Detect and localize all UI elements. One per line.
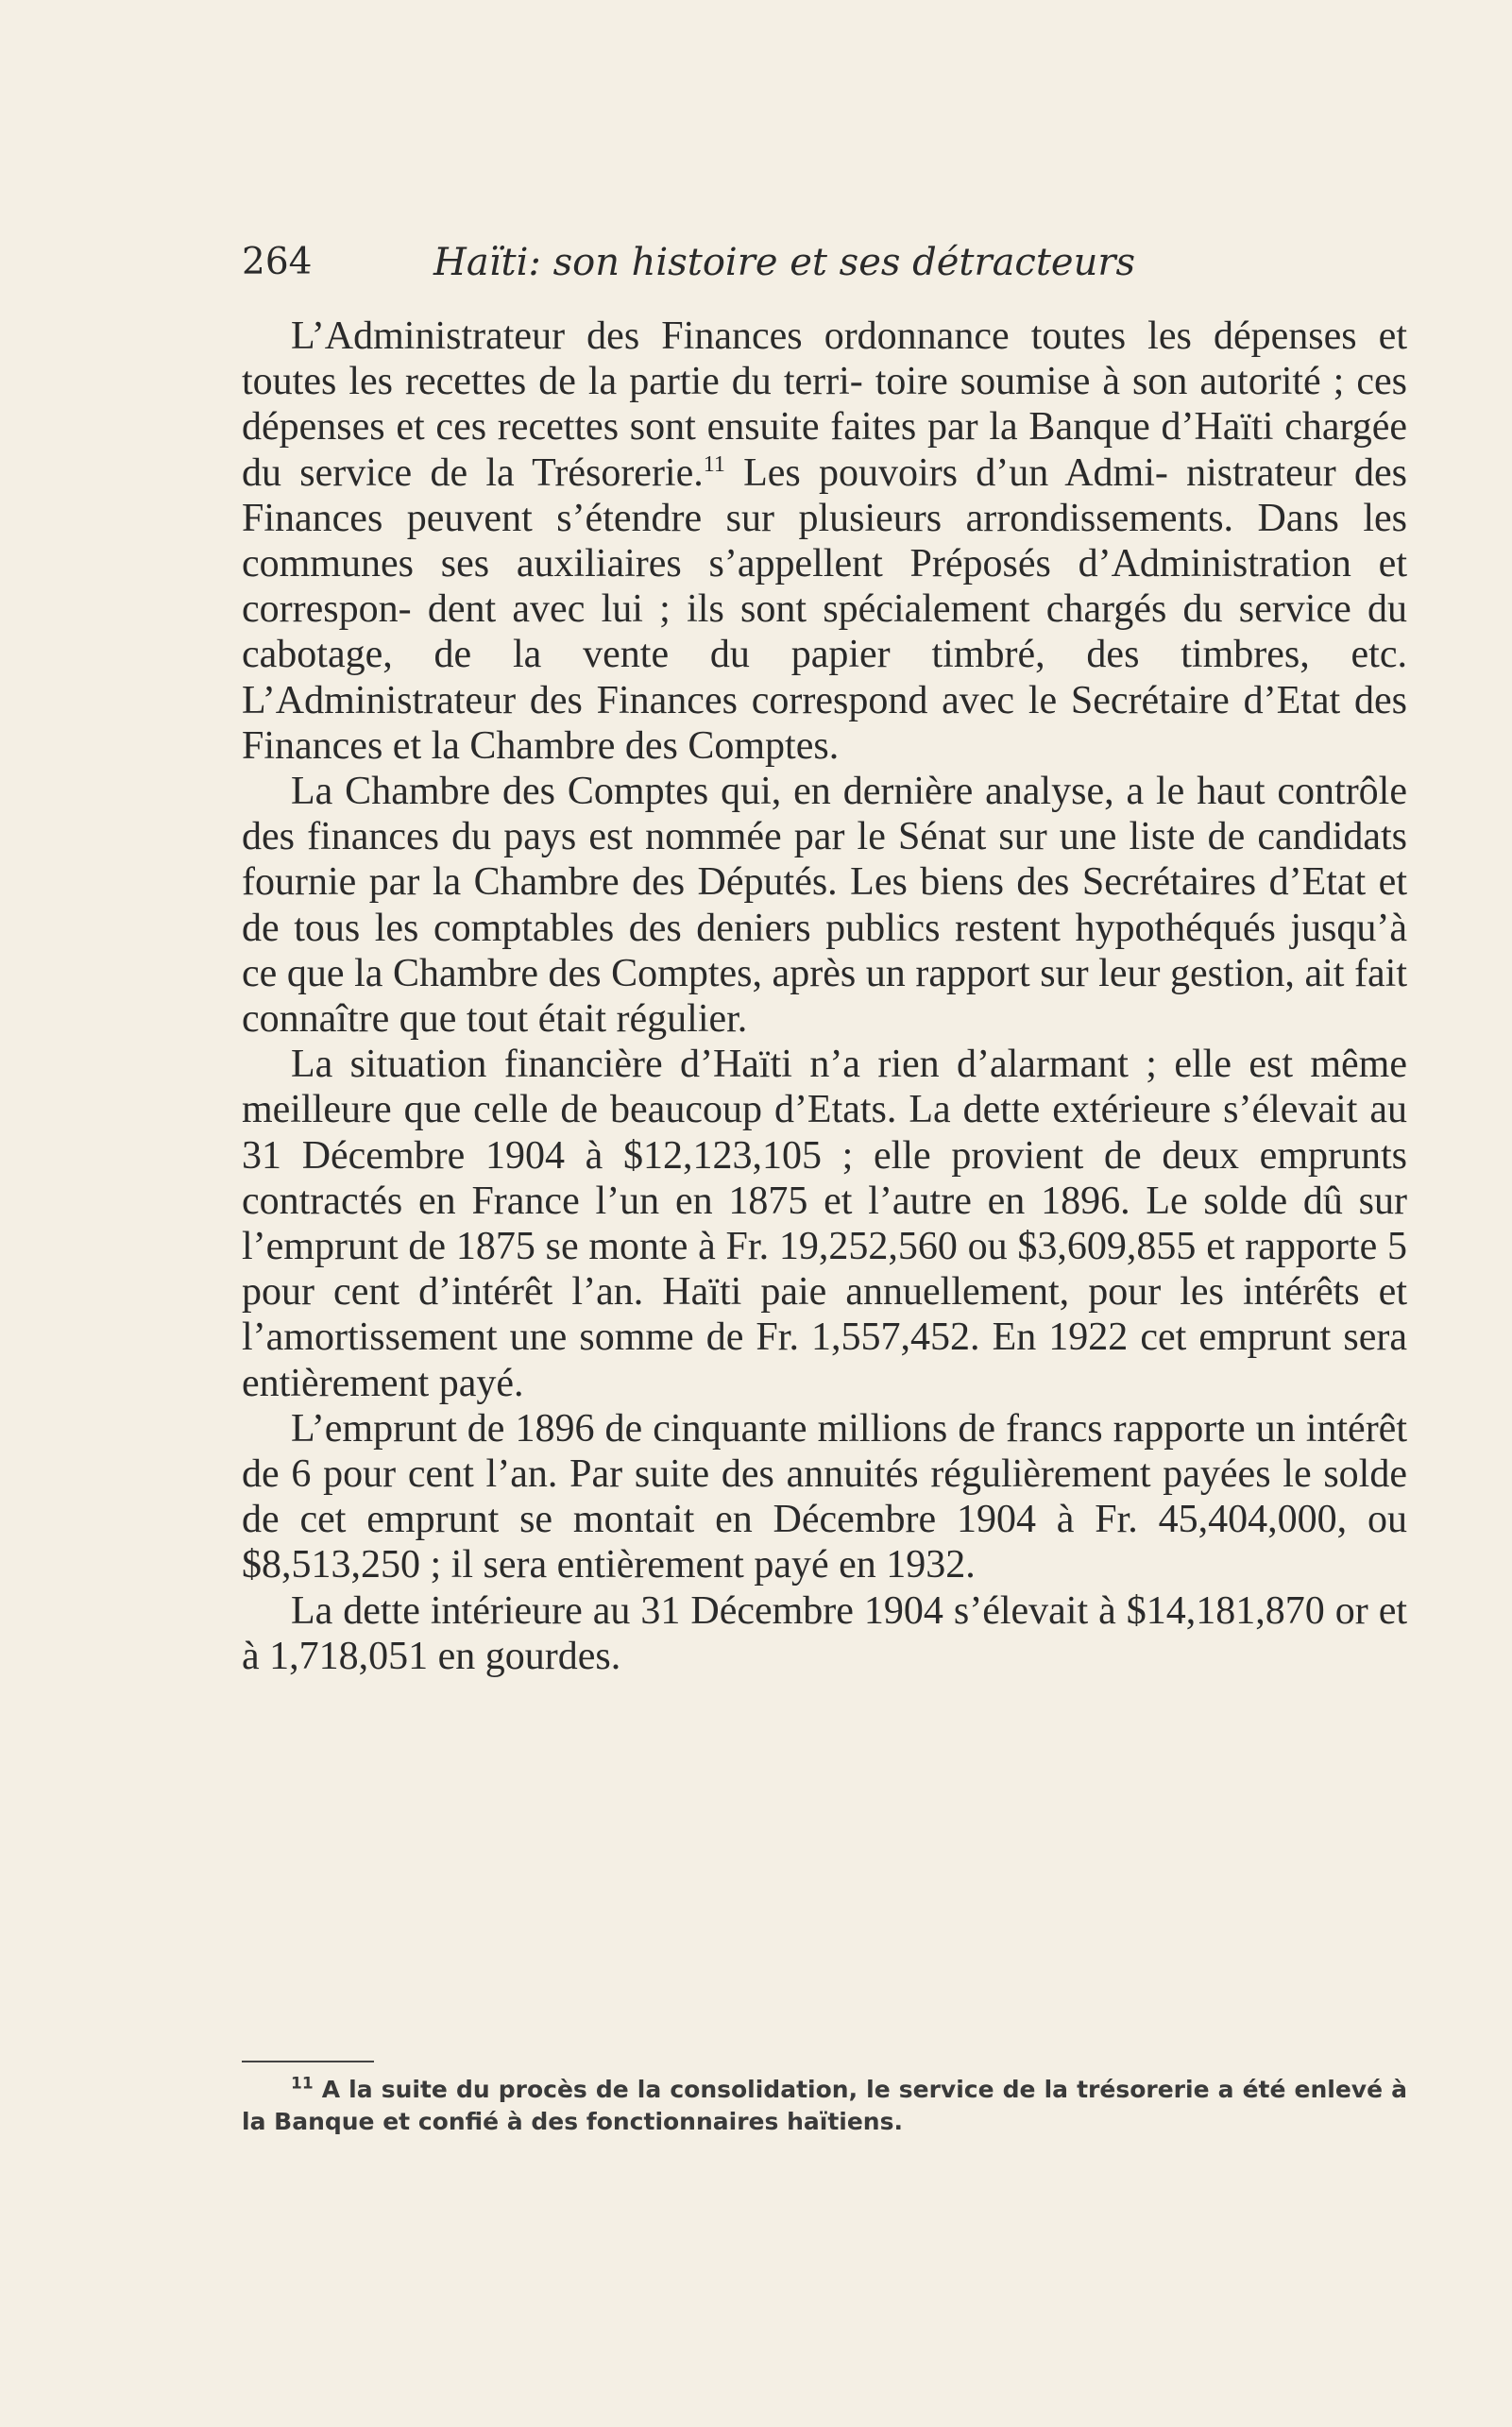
footnote-paragraph bbox=[242, 2074, 1407, 2138]
paragraph-3: La situation financière d’Haïti n’a rien d’alarmant ; elle est même meilleure que celle de beaucoup d’Etats. La dette extérieure s’élevait au 31 Décembre 1904 à $12,123,105 ; elle provient de deux emprunts contractés en France l’un en 1875 et l’autre en 1896. Le solde dû sur l’emprunt de 1875 se monte à Fr. 19,252,560 ou $3,609,855 et rapporte 5 pour cent d’intérêt l’an. Haïti paie annuellement, pour les intérêts et l’amortissement une somme de Fr. 1,557,452. En 1922 cet emprunt sera entièrement payé. bbox=[242, 1043, 1407, 1405]
paragraph-5: La dette intérieure au 31 Décembre 1904 s’élevait à $14,181,870 or et à 1,718,051 en gourdes. bbox=[242, 1588, 1407, 1678]
page-header bbox=[242, 234, 1407, 291]
paragraph-1 bbox=[242, 314, 1407, 769]
paragraph-1-text-after: Les pouvoirs d’un Admi- nistrateur des Finances peuvent s’étendre sur plusieurs arrondissements. Dans les communes ses auxiliaires s’appellent Préposés d’Administration et correspon- dent avec lui ; ils sont spécialement chargés du service du cabotage, de la vente du papier timbré, des timbres, etc. L’Administrateur des Finances correspond avec le Secrétaire d’Etat des Finances et la Chambre des Comptes. bbox=[242, 450, 1407, 768]
footnote-divider bbox=[242, 2061, 374, 2062]
paragraph-4: L’emprunt de 1896 de cinquante millions de francs rapporte un intérêt de 6 pour cent l’an. Par suite des annuités régulièrement payées le solde de cet emprunt se montait en Décembre 1904 à Fr. 45,404,000, ou $8,513,250 ; il sera entièrement payé en 1932. bbox=[242, 1406, 1407, 1587]
footnote-marker: 11 bbox=[291, 2074, 314, 2094]
paragraph-1-text-before: L’Administrateur des Finances ordonnance toutes les dépenses et toutes les recettes de la partie du terri- toire soumise à son autorité ; ces dépenses et ces recettes sont ensuite faites par la Banque d’Haïti chargée du service de la Trésorerie. bbox=[242, 314, 1407, 495]
running-title: Haïti: son histoire et ses détracteurs bbox=[433, 241, 1135, 284]
footnote bbox=[242, 2074, 1407, 2138]
page-number: 264 bbox=[242, 241, 313, 283]
footnote-reference: 11 bbox=[703, 451, 725, 477]
body-text bbox=[242, 314, 1407, 1679]
footnote-text: A la suite du procès de la consolidation, le service de la trésorerie a été enlevé à la Banque et confié à des fonctionnaires haïtiens. bbox=[242, 2076, 1407, 2135]
paragraph-2: La Chambre des Comptes qui, en dernière analyse, a le haut contrôle des finances du pays est nommée par le Sénat sur une liste de candidats fournie par la Chambre des Députés. Les biens des Secrétaires d’Etat et de tous les comptables des deniers publics restent hypothéqués jusqu’à ce que la Chambre des Comptes, après un rapport sur leur gestion, ait fait connaître que tout était régulier. bbox=[242, 770, 1407, 1042]
